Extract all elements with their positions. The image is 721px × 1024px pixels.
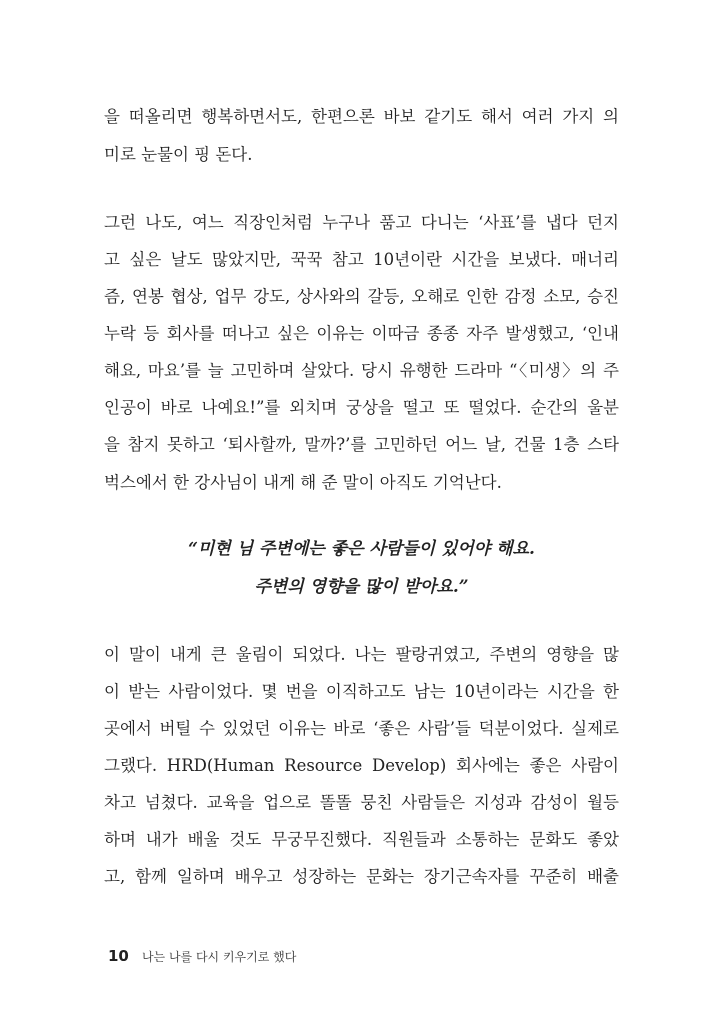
body-text-line: 고 싶은 날도 많았지만, 꾹꾹 참고 10년이란 시간을 보냈다. 매너리 (104, 250, 619, 269)
quote-line: “미현 님 주변에는 좋은 사람들이 있어야 해요. (188, 539, 535, 559)
body-text-line: 차고 넘쳤다. 교육을 업으로 똘똘 뭉친 사람들은 지성과 감성이 월등 (104, 793, 619, 812)
running-book-title: 나는 나를 다시 키우기로 했다 (141, 950, 297, 964)
body-text-line: 을 참지 못하고 ‘퇴사할까, 말까?’를 고민하던 어느 날, 건물 1층 스타 (104, 435, 619, 454)
body-text-line: 이 받는 사람이었다. 몇 번을 이직하고도 남는 10년이라는 시간을 한 (104, 682, 619, 701)
body-text-line: 을 떠올리면 행복하면서도, 한편으론 바보 같기도 해서 여러 가지 의 (104, 107, 619, 126)
page-number: 10 (108, 947, 129, 965)
body-text-line: 하며 내가 배울 것도 무궁무진했다. 직원들과 소통하는 문화도 좋았 (104, 830, 619, 849)
body-text-line: 그랬다. HRD(Human Resource Develop) 회사에는 좋은 사람이 (104, 756, 619, 775)
body-text-line: 그런 나도, 여느 직장인처럼 누구나 품고 다니는 ‘사표’를 냅다 던지 (104, 213, 619, 232)
body-text-line: 인공이 바로 나예요!”를 외치며 궁상을 떨고 또 떨었다. 순간의 울분 (104, 398, 619, 417)
body-text-line: 곳에서 버틸 수 있었던 이유는 바로 ‘좋은 사람’들 덕분이었다. 실제로 (104, 719, 619, 738)
body-text-line: 이 말이 내게 큰 울림이 되었다. 나는 팔랑귀였고, 주변의 영향을 많 (104, 645, 619, 664)
page-footer (108, 946, 296, 965)
body-text-line: 누락 등 회사를 떠나고 싶은 이유는 이따금 종종 자주 발생했고, ‘인내 (104, 324, 619, 343)
body-text-line: 고, 함께 일하며 배우고 성장하는 문화는 장기근속자를 꾸준히 배출 (104, 867, 619, 886)
body-text-line: 해요, 마요’를 늘 고민하며 살았다. 당시 유행한 드라마 “〈미생〉의 주 (104, 361, 619, 380)
body-text-line: 즘, 연봉 협상, 업무 강도, 상사와의 갈등, 오해로 인한 감정 소모, 승진 (104, 287, 619, 306)
body-text-line: 미로 눈물이 핑 돈다. (104, 145, 253, 164)
quote-line: 주변의 영향을 많이 받아요.” (254, 577, 469, 597)
body-text-line: 벅스에서 한 강사님이 내게 해 준 말이 아직도 기억난다. (104, 473, 502, 492)
